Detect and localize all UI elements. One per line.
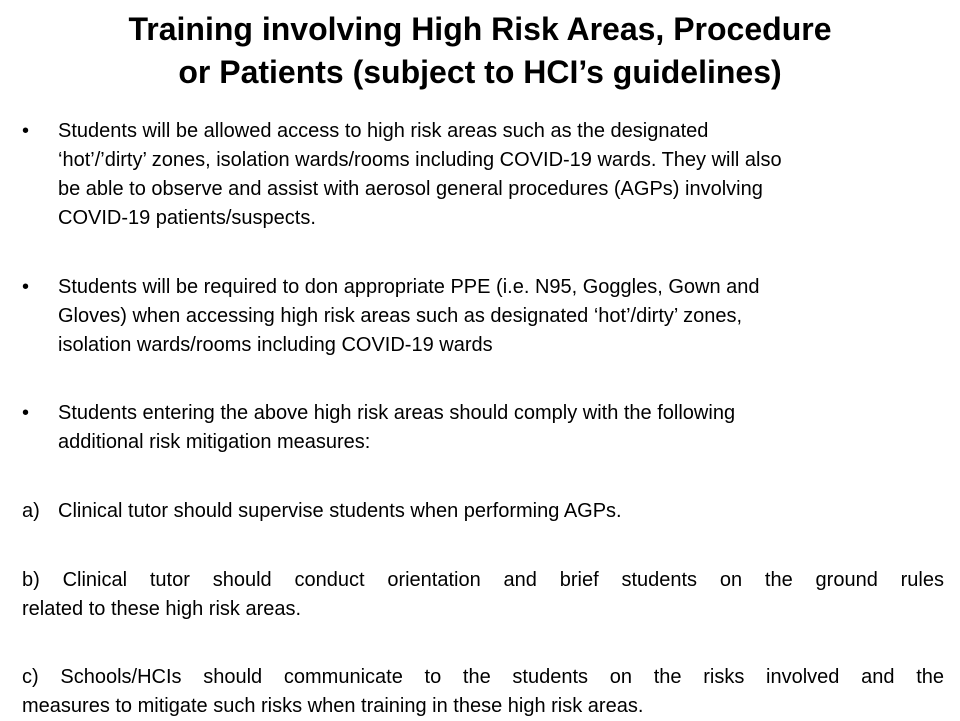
measure-a-text: Clinical tutor should supervise students when performing AGPs. (58, 500, 622, 522)
bullet-text (58, 273, 942, 360)
bullet-text (58, 399, 942, 457)
bullet-line: additional risk mitigation measures: (58, 431, 371, 453)
bullet-marker: • (22, 402, 30, 424)
bullet-access-high-risk-areas (22, 117, 942, 233)
bullet-risk-mitigation (22, 399, 942, 457)
bullet-ppe-requirement (22, 273, 942, 360)
bullet-line: Students will be required to don appropriate PPE (i.e. N95, Goggles, Gown and (58, 276, 760, 298)
slide-title (20, 8, 940, 94)
measure-b (22, 566, 944, 624)
title-line-1: Training involving High Risk Areas, Procedure (128, 11, 832, 47)
bullet-line: Students entering the above high risk areas should comply with the following (58, 402, 736, 424)
bullet-line: be able to observe and assist with aerosol general procedures (AGPs) involving (58, 178, 763, 200)
measure-c-line-1: c) Schools/HCIs should communicate to the students on the risks involved and the (22, 666, 944, 688)
bullet-line: Gloves) when accessing high risk areas such as designated ‘hot’/dirty’ zones, (58, 305, 743, 327)
bullet-line: Students will be allowed access to high risk areas such as the designated (58, 120, 709, 142)
measure-b-line-2: related to these high risk areas. (22, 598, 302, 620)
bullet-line: isolation wards/rooms including COVID-19 wards (58, 334, 493, 356)
measure-b-line-1: b) Clinical tutor should conduct orientation and brief students on the ground rules (22, 569, 944, 591)
bullet-text (58, 117, 942, 233)
bullet-line: ‘hot’/’dirty’ zones, isolation wards/rooms including COVID-19 wards. They will also (58, 149, 782, 171)
measure-c-line-2: measures to mitigate such risks when training in these high risk areas. (22, 695, 644, 717)
bullet-marker: • (22, 120, 30, 142)
measure-c (22, 663, 944, 721)
bullet-line: COVID-19 patients/suspects. (58, 207, 316, 229)
title-line-2: or Patients (subject to HCI’s guidelines) (178, 54, 782, 90)
measure-a-marker: a) (22, 500, 40, 522)
measure-a (22, 497, 944, 526)
bullet-marker: • (22, 276, 30, 298)
